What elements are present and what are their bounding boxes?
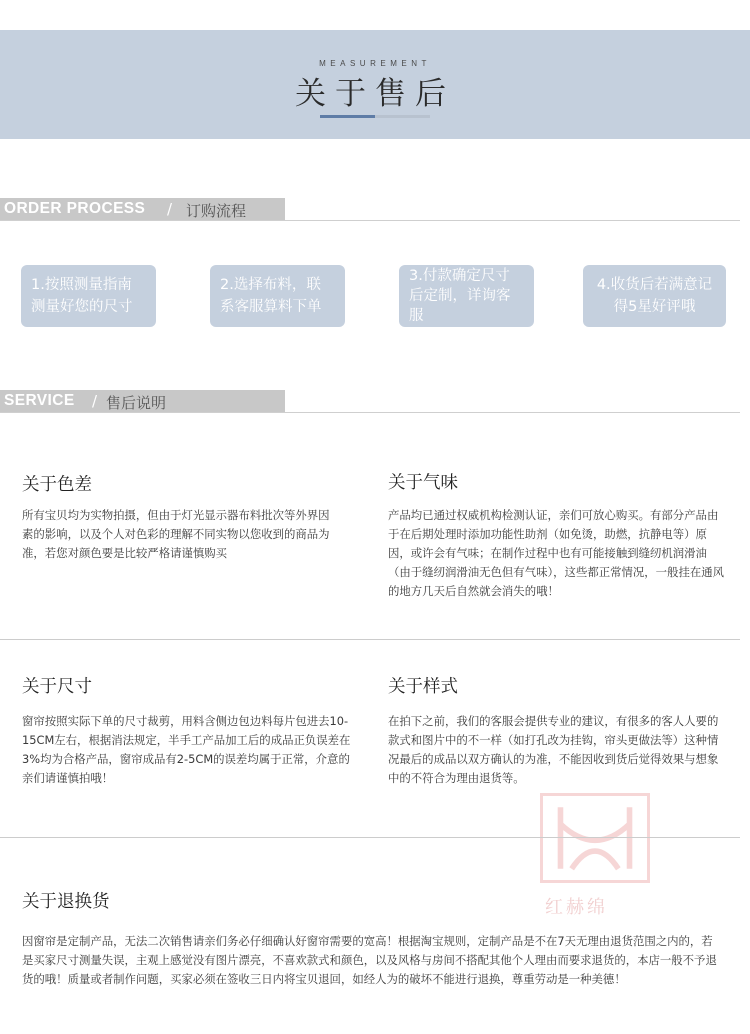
divider <box>0 837 740 838</box>
order-process-title-cn: 订购流程 <box>186 202 247 220</box>
watermark-logo <box>540 793 650 883</box>
service-bar <box>0 390 285 413</box>
style-title: 关于样式 <box>388 677 458 697</box>
order-process-separator: / <box>167 200 173 218</box>
step-2: 2.选择布料，联系客服算料下单 <box>210 265 345 327</box>
return-title: 关于退换货 <box>22 892 110 912</box>
return-text: 因窗帘是定制产品，无法二次销售请亲们务必仔细确认好窗帘需要的宽高！根据淘宝规则，定制产品是不在7天无理由退货范围之内的，若是买家尺寸测量失误，主观上感觉没有图片漂亮，不喜欢款式和颜色，以及风格与房间不搭配其他个人理由而要求退货的，本店一般不予退货的哦！质量或者制作问题，买家必须在签收三日内将宝贝退回，如经人为的破坏不能进行退换，尊重劳动是一种美德！ <box>22 934 717 986</box>
divider <box>0 639 740 640</box>
service-separator: / <box>92 392 98 410</box>
smell-text: 产品均已通过权威机构检测认证，亲们可放心购买。有部分产品由于在后期处理时添加功能性助剂（如免烫，助燃，抗静电等）原因，或许会有气味；在制作过程中也有可能接触到缝纫机润滑油（由于缝纫润滑油无色但有气味），这些都正常情况，一般挂在通风的地方几天后自然就会消失的哦！ <box>388 508 725 598</box>
service-title-en: SERVICE <box>4 392 75 409</box>
step-3: 3.付款确定尺寸后定制，详询客服 <box>399 265 534 327</box>
service-title-cn: 售后说明 <box>106 394 167 412</box>
order-process-bar <box>0 198 285 221</box>
watermark-text: 红赫绵 <box>545 897 608 918</box>
style-text: 在拍下之前，我们的客服会提供专业的建议，有很多的客人人要的款式和图片中的不一样（如打孔改为挂钩，帘头更做法等）这种情况最后的成品以双方确认的为准，不能因收到货后觉得效果与想象中的不符合为理由退货等。 <box>388 714 719 785</box>
header-banner <box>0 30 750 139</box>
order-process-title-en: ORDER PROCESS <box>4 200 146 217</box>
step-4: 4.收货后若满意记得5星好评哦 <box>583 265 726 327</box>
size-title: 关于尺寸 <box>22 677 92 697</box>
order-process-rule <box>0 220 740 221</box>
color-diff-text: 所有宝贝均为实物拍摄，但由于灯光显示器布料批次等外界因素的影响，以及个人对色彩的理解不同实物以您收到的商品为准，若您对颜色要是比较严格请谨慎购买 <box>22 508 330 560</box>
step-1: 1.按照测量指南测量好您的尺寸 <box>21 265 156 327</box>
page-title: 关于售后 <box>295 76 455 112</box>
header-subtitle: MEASUREMENT <box>319 59 431 68</box>
title-underline <box>320 115 430 118</box>
watermark-emblem-icon <box>543 796 647 880</box>
smell-title: 关于气味 <box>388 473 458 493</box>
size-text: 窗帘按照实际下单的尺寸裁剪，用料含侧边包边料每片包进去10-15CM左右，根据消法规定，半手工产品加工后的成品正负误差在3%均为合格产品，窗帘成品有2-5CM的误差均属于正常，介意的亲们请谨慎拍哦！ <box>22 714 351 785</box>
color-diff-title: 关于色差 <box>22 475 92 495</box>
service-rule <box>0 412 740 413</box>
